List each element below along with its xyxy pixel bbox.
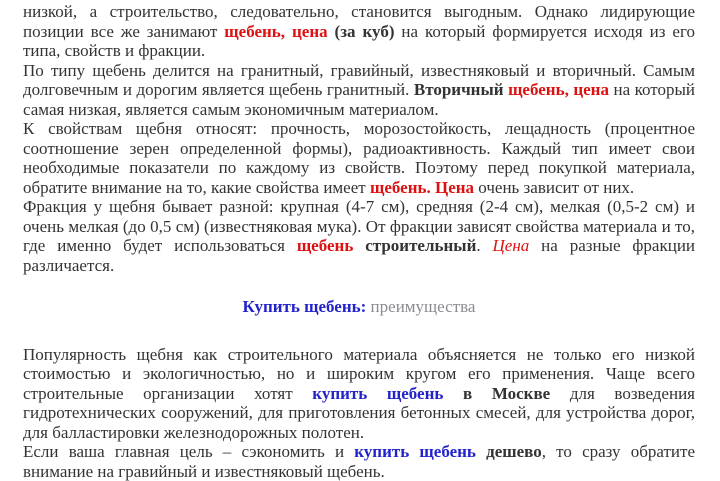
text-segment: преимущества	[366, 297, 476, 316]
text-segment: Популярность щебня как строительного материала объясняется не только его низкой стоимостью и экологичностью, но и широким кругом его применения. Чаще всего строительные организации хотят	[23, 344, 695, 403]
keyword-highlight-text: щебень. Цена	[369, 177, 475, 197]
text-segment: для возведения гидротехнических сооружений, для приготовления бетонных смесей, для устройства дорог, для балластировки железнодорожных полотен.	[23, 383, 695, 442]
text-segment: , то сразу обратите внимание на гравийный и известняковый щебень.	[23, 442, 695, 481]
document-body	[23, 2, 695, 481]
text-segment: низкой, а строительство, следовательно, становится выгодным. Однако лидирующие позиции все же занимают	[23, 2, 695, 41]
keyword-link-text[interactable]: купить щебень	[354, 442, 476, 461]
keyword-highlight-text: щебень	[296, 236, 354, 255]
text-segment: К свойствам щебня относят: прочность, морозостойкость, лещадность (процентное соотношение зерен определенной формы), радиоактивность. Каждый тип имеет свои необходимые показатели по каждому из свойств. Поэтому перед покупкой материала, обратите внимание на то, какие свойства имеет	[23, 119, 695, 197]
paragraph	[23, 2, 695, 61]
text-segment: на разные фракции различается.	[23, 236, 696, 275]
text-segment: .	[476, 236, 493, 255]
text-segment: строительный	[353, 236, 477, 255]
paragraph	[23, 61, 695, 120]
paragraph	[23, 119, 695, 197]
keyword-highlight-text: Цена	[492, 236, 530, 255]
text-segment	[443, 384, 463, 403]
keyword-link-text[interactable]: купить щебень	[312, 383, 444, 403]
keyword-highlight-text: щебень, цена	[508, 80, 609, 99]
paragraph	[23, 197, 695, 275]
text-segment: дешево	[486, 442, 542, 461]
text-segment: Вторичный	[413, 80, 504, 99]
text-segment: в Москве	[463, 383, 551, 403]
keyword-link-text[interactable]: Купить щебень:	[242, 297, 367, 316]
paragraph	[23, 442, 695, 481]
text-segment: (за куб)	[327, 21, 395, 41]
section-heading	[23, 297, 695, 317]
keyword-highlight-text: щебень, цена	[224, 21, 328, 41]
text-segment: Фракция у щебня бывает разной: крупная (4-7 см), средняя (2-4 см), мелкая (0,5-2 см) и очень мелкая (до 0,5 см) (известняковая мука). От фракции зависят свойства материала и то, где именно будет использоваться	[23, 197, 695, 255]
text-segment: на который самая низкая, является самым экономичным материалом.	[23, 80, 696, 119]
text-segment: на который формируется исходя из его типа, свойств и фракции.	[23, 21, 696, 60]
text-segment: очень зависит от них.	[474, 177, 635, 197]
text-segment: Если ваша главная цель – сэкономить и	[23, 442, 355, 461]
text-segment	[476, 442, 486, 461]
paragraph	[23, 345, 695, 443]
text-segment: По типу щебень делится на гранитный, гравийный, известняковый и вторичный. Самым долговечным и дорогим является щебень гранитный.	[23, 60, 695, 99]
